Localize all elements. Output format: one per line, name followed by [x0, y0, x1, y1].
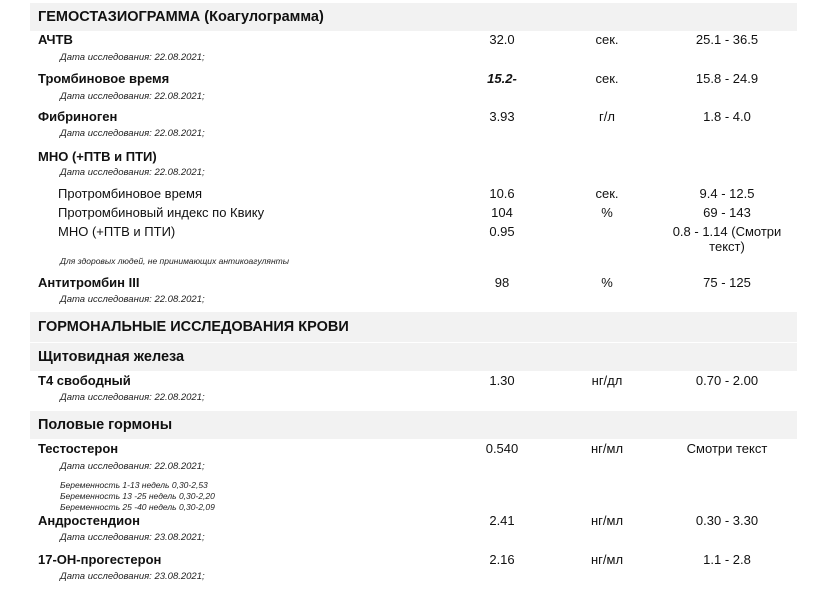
test-reference: 9.4 - 12.5 [699, 186, 755, 201]
test-name: Т4 свободный [38, 373, 131, 388]
test-name: МНО (+ПТВ и ПТИ) [38, 149, 157, 164]
test-value: 1.30 [489, 373, 515, 388]
test-reference: 1.8 - 4.0 [703, 109, 751, 124]
test-date: Дата исследования: 22.08.2021; [60, 167, 205, 178]
test-unit: сек. [595, 32, 619, 47]
subsection-title: Щитовидная железа [38, 349, 185, 365]
test-unit: % [601, 205, 613, 220]
test-reference: 25.1 - 36.5 [695, 32, 759, 47]
test-name: Тестостерон [38, 441, 119, 456]
test-value: 98 [494, 275, 510, 290]
test-note: Беременность 25 -40 недель 0,30-2,09 [60, 502, 215, 512]
test-name: Антитромбин III [38, 275, 140, 290]
subtest-name: Протромбиновое время [58, 186, 203, 201]
subtest-name: МНО (+ПТВ и ПТИ) [58, 224, 176, 239]
test-reference: Смотри текст [686, 441, 768, 456]
test-date: Дата исследования: 22.08.2021; [60, 294, 205, 305]
test-date: Дата исследования: 23.08.2021; [60, 571, 205, 582]
test-reference: 0.70 - 2.00 [695, 373, 759, 388]
test-reference: 69 - 143 [703, 205, 751, 220]
test-value: 0.540 [485, 441, 519, 456]
test-date: Дата исследования: 22.08.2021; [60, 461, 205, 472]
section-title: ГОРМОНАЛЬНЫЕ ИССЛЕДОВАНИЯ КРОВИ [38, 319, 349, 335]
subsection-title: Половые гормоны [38, 417, 173, 433]
test-value: 0.95 [489, 224, 515, 239]
test-name: 17-ОН-прогестерон [38, 552, 162, 567]
test-name: Андростендион [38, 513, 140, 528]
test-reference: 1.1 - 2.8 [703, 552, 751, 567]
test-date: Дата исследования: 22.08.2021; [60, 128, 205, 139]
test-note: Беременность 1-13 недель 0,30-2,53 [60, 480, 208, 490]
test-unit: сек. [595, 186, 619, 201]
test-value: 104 [491, 205, 513, 220]
test-note: Для здоровых людей, не принимающих антикоагулянты [60, 256, 289, 266]
test-unit: нг/мл [590, 513, 624, 528]
test-unit: сек. [595, 71, 619, 86]
test-name: АЧТВ [38, 32, 73, 47]
test-unit: нг/мл [590, 441, 624, 456]
test-date: Дата исследования: 22.08.2021; [60, 91, 205, 102]
test-reference: 15.8 - 24.9 [695, 71, 759, 86]
test-unit: нг/мл [590, 552, 624, 567]
test-value: 10.6 [489, 186, 515, 201]
test-reference: 0.8 - 1.14 (Смотри текст) [672, 224, 782, 254]
test-value: 2.41 [489, 513, 515, 528]
subsection-header-sex-hormones [30, 411, 797, 439]
test-value: 2.16 [489, 552, 515, 567]
section-title: ГЕМОСТАЗИОГРАММА (Коагулограмма) [38, 9, 324, 25]
section-header-hormones [30, 312, 797, 342]
test-value-flagged: 15.2- [487, 71, 517, 86]
test-value: 32.0 [489, 32, 515, 47]
test-reference: 75 - 125 [703, 275, 751, 290]
test-reference: 0.30 - 3.30 [695, 513, 759, 528]
section-header-coagulogram [30, 3, 797, 31]
test-note: Беременность 13 -25 недель 0,30-2,20 [60, 491, 215, 501]
test-unit: г/л [599, 109, 615, 124]
test-date: Дата исследования: 22.08.2021; [60, 392, 205, 403]
subtest-name: Протромбиновый индекс по Квику [58, 205, 265, 220]
test-name: Тромбиновое время [38, 71, 170, 86]
test-date: Дата исследования: 22.08.2021; [60, 52, 205, 63]
test-unit: % [601, 275, 613, 290]
test-name: Фибриноген [38, 109, 118, 124]
subsection-header-thyroid [30, 343, 797, 371]
test-value: 3.93 [489, 109, 515, 124]
test-date: Дата исследования: 23.08.2021; [60, 532, 205, 543]
test-unit: нг/дл [591, 373, 623, 388]
